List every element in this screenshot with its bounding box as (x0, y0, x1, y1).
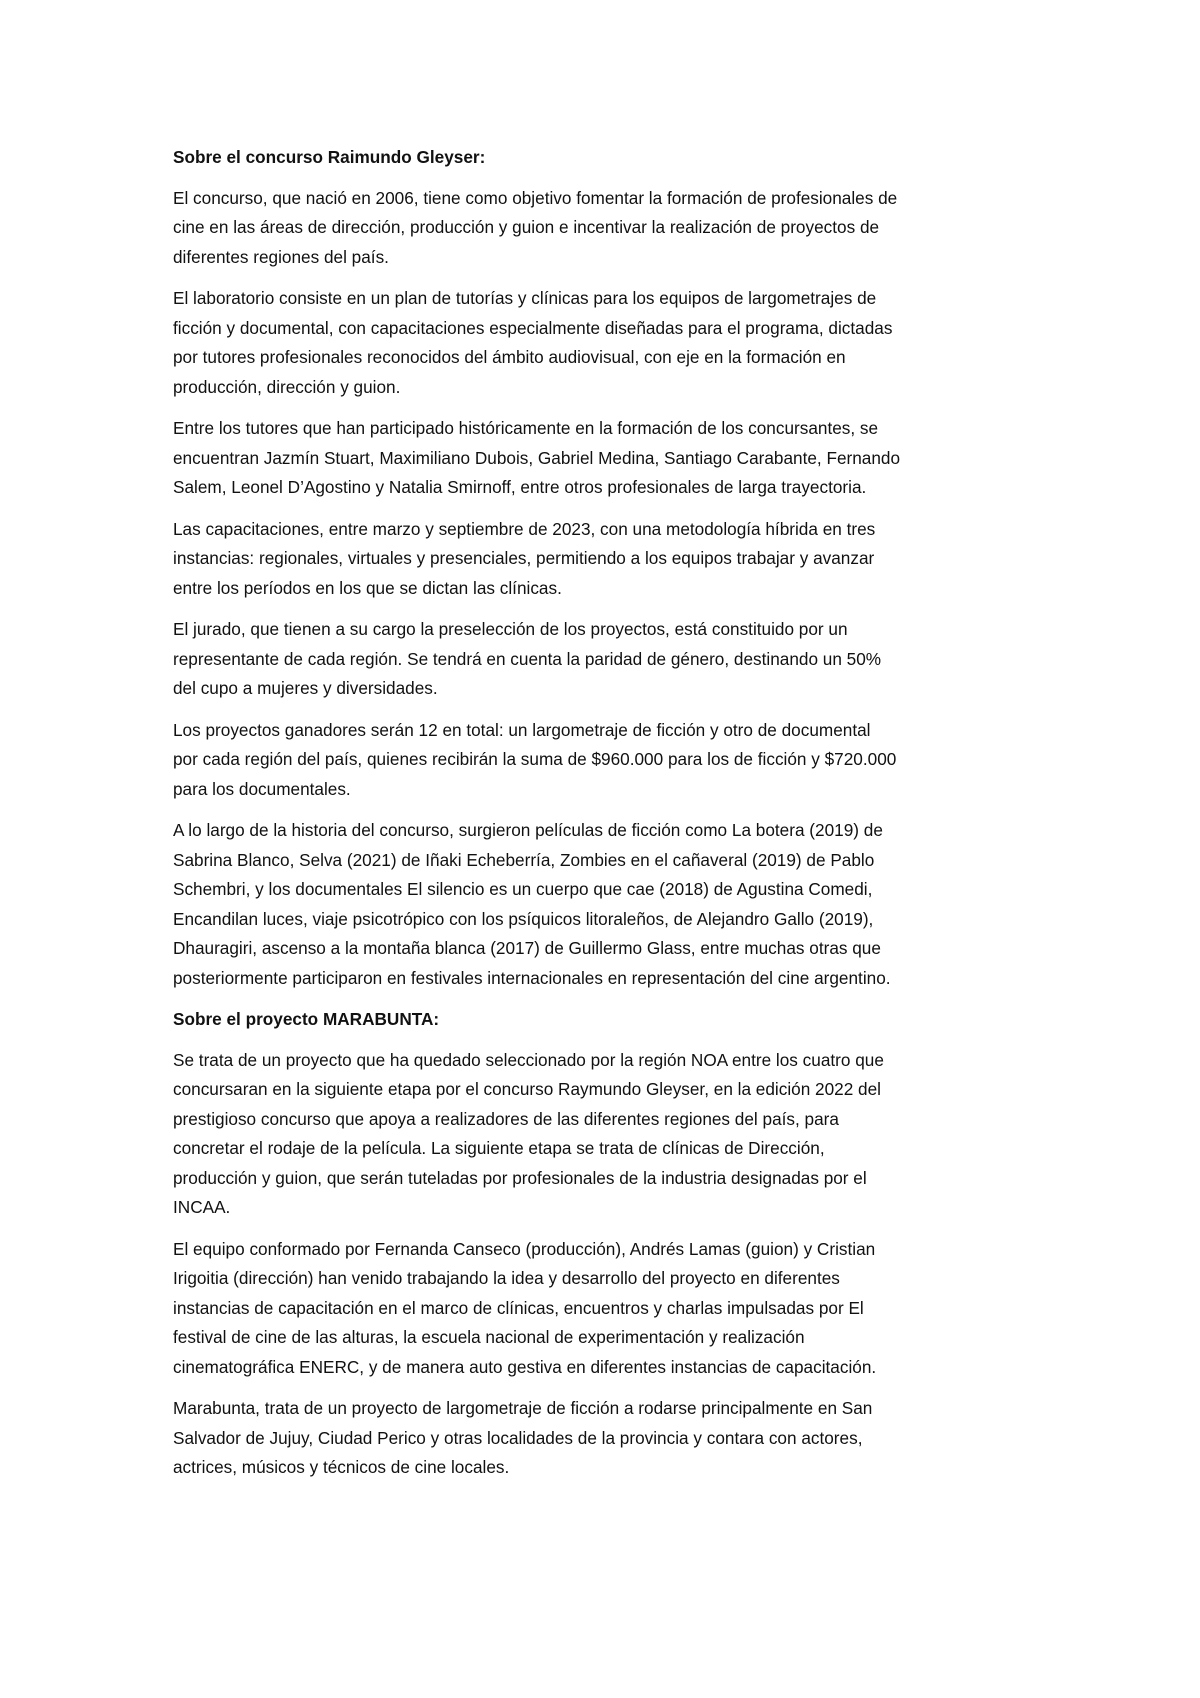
document-page (173, 143, 1045, 1495)
text-line: Encandilan luces, viaje psicotrópico con los psíquicos litoraleños, de Alejandro Gallo (2019), (173, 908, 874, 929)
text-line: producción, dirección y guion. (173, 376, 401, 397)
paragraph (173, 816, 1045, 993)
text-line: Se trata de un proyecto que ha quedado seleccionado por la región NOA entre los cuatro que (173, 1049, 884, 1070)
text-line: para los documentales. (173, 778, 351, 799)
text-line: Schembri, y los documentales El silencio es un cuerpo que cae (2018) de Agustina Comedi, (173, 879, 873, 899)
text-line: posteriormente participaron en festivales internacionales en representación del cine argentino. (173, 967, 891, 988)
text-line: cinematográfica ENERC, y de manera auto gestiva en diferentes instancias de capacitación. (173, 1356, 877, 1377)
text-line: concursaran en la siguiente etapa por el concurso Raymundo Gleyser, en la edición 2022 del (173, 1079, 881, 1099)
paragraph (173, 716, 1045, 805)
text-line: festival de cine de las alturas, la escuela nacional de experimentación y realización (173, 1327, 805, 1347)
section-heading-concurso: Sobre el concurso Raimundo Gleyser: (173, 147, 486, 167)
text-line: concretar el rodaje de la película. La siguiente etapa se trata de clínicas de Dirección, (173, 1138, 825, 1158)
text-line: Los proyectos ganadores serán 12 en total: un largometraje de ficción y otro de documental (173, 719, 871, 740)
text-line: actrices, músicos y técnicos de cine locales. (173, 1457, 510, 1477)
paragraph (173, 1394, 1045, 1483)
text-line: Salvador de Jujuy, Ciudad Perico y otras localidades de la provincia y contara con actores, (173, 1427, 863, 1448)
text-line: Marabunta, trata de un proyecto de largometraje de ficción a rodarse principalmente en San (173, 1398, 873, 1418)
paragraph (173, 615, 1045, 704)
text-line: Entre los tutores que han participado históricamente en la formación de los concursantes, se (173, 418, 879, 438)
text-line: Salem, Leonel D’Agostino y Natalia Smirnoff, entre otros profesionales de larga trayectoria. (173, 477, 867, 497)
text-line: El laboratorio consiste en un plan de tutorías y clínicas para los equipos de largometrajes de (173, 288, 877, 308)
paragraph (173, 515, 1045, 604)
text-line: producción y guion, que serán tuteladas por profesionales de la industria designadas por el (173, 1167, 867, 1188)
text-line: Irigoitia (dirección) han venido trabajando la idea y desarrollo del proyecto en diferentes (173, 1268, 840, 1288)
paragraph (173, 1235, 1045, 1383)
text-line: Las capacitaciones, entre marzo y septiembre de 2023, con una metodología híbrida en tres (173, 518, 876, 539)
text-line: entre los períodos en los que se dictan las clínicas. (173, 577, 562, 598)
text-line: prestigioso concurso que apoya a realizadores de las diferentes regiones del país, para (173, 1108, 839, 1129)
text-line: cine en las áreas de dirección, producción y guion e incentivar la realización de proyectos de (173, 217, 880, 237)
text-line: El equipo conformado por Fernanda Canseco (producción), Andrés Lamas (guion) y Cristian (173, 1238, 876, 1259)
text-line: diferentes regiones del país. (173, 246, 389, 267)
paragraph (173, 414, 1045, 503)
text-line: por tutores profesionales reconocidos del ámbito audiovisual, con eje en la formación en (173, 347, 846, 367)
text-line: del cupo a mujeres y diversidades. (173, 678, 438, 698)
text-line: por cada región del país, quienes recibirán la suma de $960.000 para los de ficción y $720.000 (173, 749, 897, 769)
text-line: representante de cada región. Se tendrá en cuenta la paridad de género, destinando un 50% (173, 648, 882, 669)
paragraph (173, 284, 1045, 402)
text-line: INCAA. (173, 1197, 231, 1217)
text-line: encuentran Jazmín Stuart, Maximiliano Dubois, Gabriel Medina, Santiago Carabante, Fernando (173, 447, 901, 468)
text-line: ficción y documental, con capacitaciones especialmente diseñadas para el programa, dictadas (173, 317, 893, 338)
paragraph (173, 1046, 1045, 1223)
paragraph (173, 184, 1045, 273)
text-line: instancias de capacitación en el marco de clínicas, encuentros y charlas impulsadas por El (173, 1297, 864, 1318)
text-line: Sabrina Blanco, Selva (2021) de Iñaki Echeberría, Zombies en el cañaveral (2019) de Pablo (173, 849, 875, 870)
text-line: El concurso, que nació en 2006, tiene como objetivo fomentar la formación de profesionales de (173, 187, 898, 208)
text-line: Dhauragiri, ascenso a la montaña blanca (2017) de Guillermo Glass, entre muchas otras que (173, 938, 881, 958)
section-heading-marabunta: Sobre el proyecto MARABUNTA: (173, 1009, 440, 1029)
text-line: instancias: regionales, virtuales y presenciales, permitiendo a los equipos trabajar y avanzar (173, 548, 875, 568)
text-line: A lo largo de la historia del concurso, surgieron películas de ficción como La botera (2019) de (173, 820, 883, 840)
text-line: El jurado, que tienen a su cargo la preselección de los proyectos, está constituido por un (173, 619, 848, 639)
